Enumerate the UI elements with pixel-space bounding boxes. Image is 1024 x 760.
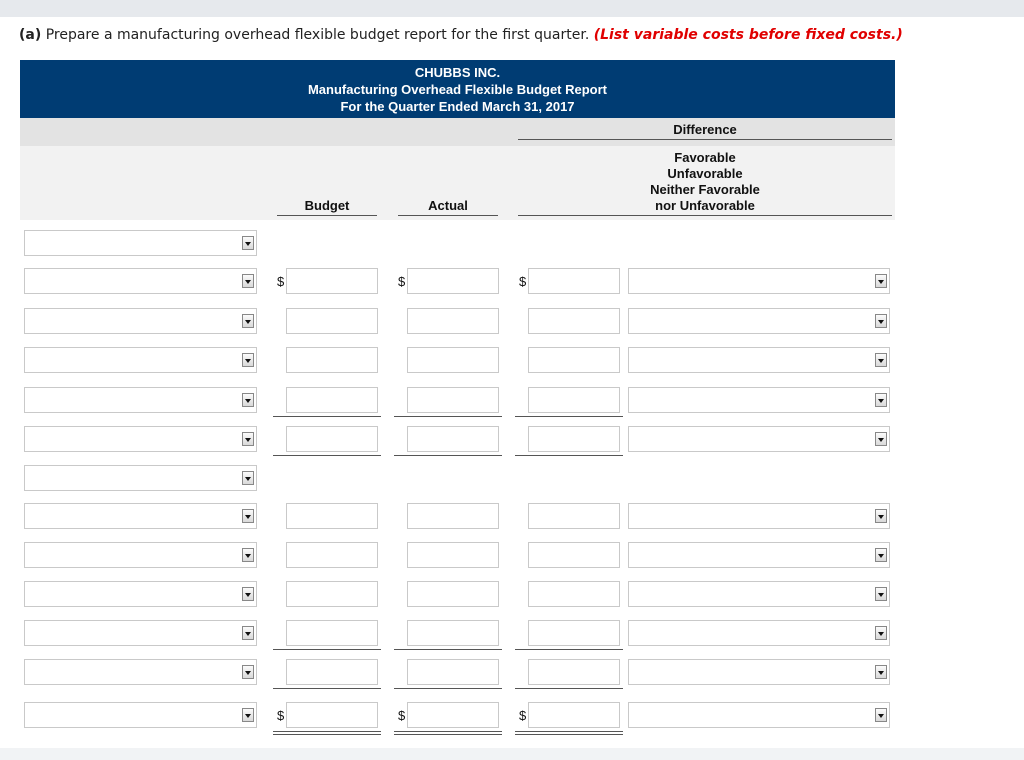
difference-amount-input[interactable]: [528, 347, 620, 373]
total-underline: [273, 731, 381, 735]
actual-amount-input[interactable]: [407, 542, 499, 568]
dropdown-arrow-icon[interactable]: [875, 432, 887, 446]
option-neither-favorable: Neither Favorable: [650, 182, 760, 197]
difference-amount-input[interactable]: [528, 387, 620, 413]
difference-amount-input[interactable]: [528, 620, 620, 646]
actual-amount-input[interactable]: [407, 268, 499, 294]
total-underline: [515, 416, 623, 417]
total-underline: [394, 731, 502, 735]
difference-amount-input[interactable]: [528, 503, 620, 529]
difference-header: Difference: [673, 122, 737, 137]
difference-options: [518, 150, 892, 214]
account-name-select[interactable]: [24, 347, 257, 373]
actual-amount-input[interactable]: [407, 702, 499, 728]
dropdown-arrow-icon[interactable]: [242, 626, 254, 640]
report-period: For the Quarter Ended March 31, 2017: [340, 99, 575, 114]
dropdown-arrow-icon[interactable]: [242, 509, 254, 523]
actual-amount-input[interactable]: [407, 347, 499, 373]
favorable-unfavorable-select[interactable]: [628, 542, 890, 568]
bottom-strip: [0, 748, 1024, 760]
account-name-select[interactable]: [24, 542, 257, 568]
budget-amount-input[interactable]: [286, 387, 378, 413]
actual-amount-input[interactable]: [407, 503, 499, 529]
account-name-select[interactable]: [24, 230, 257, 256]
budget-amount-input[interactable]: [286, 426, 378, 452]
favorable-unfavorable-select[interactable]: [628, 387, 890, 413]
option-unfavorable: Unfavorable: [667, 166, 743, 181]
actual-header-rule: [398, 215, 498, 216]
difference-amount-input[interactable]: [528, 426, 620, 452]
difference-amount-input[interactable]: [528, 268, 620, 294]
account-name-select[interactable]: [24, 465, 257, 491]
dropdown-arrow-icon[interactable]: [242, 314, 254, 328]
favorable-unfavorable-select[interactable]: [628, 581, 890, 607]
total-underline: [273, 688, 381, 689]
total-underline: [273, 455, 381, 456]
total-underline: [515, 455, 623, 456]
difference-amount-input[interactable]: [528, 702, 620, 728]
instruction-body: Prepare a manufacturing overhead flexible budget report for the first quarter.: [45, 27, 590, 43]
total-underline: [515, 649, 623, 650]
total-underline: [273, 416, 381, 417]
actual-amount-input[interactable]: [407, 659, 499, 685]
top-bar: [0, 0, 1024, 17]
actual-amount-input[interactable]: [407, 308, 499, 334]
budget-amount-input[interactable]: [286, 503, 378, 529]
actual-amount-input[interactable]: [407, 387, 499, 413]
dropdown-arrow-icon[interactable]: [875, 314, 887, 328]
account-name-select[interactable]: [24, 308, 257, 334]
budget-amount-input[interactable]: [286, 268, 378, 294]
currency-symbol: $: [277, 708, 285, 723]
part-label: (a): [19, 27, 42, 43]
difference-amount-input[interactable]: [528, 581, 620, 607]
dropdown-arrow-icon[interactable]: [875, 353, 887, 367]
budget-amount-input[interactable]: [286, 659, 378, 685]
company-name: CHUBBS INC.: [414, 65, 501, 80]
dropdown-arrow-icon[interactable]: [242, 587, 254, 601]
budget-amount-input[interactable]: [286, 308, 378, 334]
account-name-select[interactable]: [24, 620, 257, 646]
favorable-unfavorable-select[interactable]: [628, 268, 890, 294]
currency-symbol: $: [398, 708, 406, 723]
difference-amount-input[interactable]: [528, 308, 620, 334]
dropdown-arrow-icon[interactable]: [242, 548, 254, 562]
dropdown-arrow-icon[interactable]: [242, 274, 254, 288]
dropdown-arrow-icon[interactable]: [875, 548, 887, 562]
total-underline: [394, 416, 502, 417]
budget-amount-input[interactable]: [286, 620, 378, 646]
actual-amount-input[interactable]: [407, 581, 499, 607]
budget-amount-input[interactable]: [286, 347, 378, 373]
dropdown-arrow-icon[interactable]: [242, 708, 254, 722]
favorable-unfavorable-select[interactable]: [628, 426, 890, 452]
favorable-unfavorable-select[interactable]: [628, 702, 890, 728]
dropdown-arrow-icon[interactable]: [875, 665, 887, 679]
currency-symbol: $: [519, 708, 527, 723]
difference-amount-input[interactable]: [528, 542, 620, 568]
total-underline: [515, 731, 623, 735]
difference-amount-input[interactable]: [528, 659, 620, 685]
dropdown-arrow-icon[interactable]: [242, 432, 254, 446]
dropdown-arrow-icon[interactable]: [242, 665, 254, 679]
total-underline: [394, 649, 502, 650]
total-underline: [273, 649, 381, 650]
actual-amount-input[interactable]: [407, 426, 499, 452]
dropdown-arrow-icon[interactable]: [875, 587, 887, 601]
account-name-select[interactable]: [24, 702, 257, 728]
dropdown-arrow-icon[interactable]: [875, 708, 887, 722]
total-underline: [394, 688, 502, 689]
actual-amount-input[interactable]: [407, 620, 499, 646]
dropdown-arrow-icon[interactable]: [242, 236, 254, 250]
dropdown-arrow-icon[interactable]: [875, 393, 887, 407]
currency-symbol: $: [519, 274, 527, 289]
budget-amount-input[interactable]: [286, 581, 378, 607]
difference-options-rule: [518, 215, 892, 216]
account-name-select[interactable]: [24, 387, 257, 413]
account-name-select[interactable]: [24, 268, 257, 294]
budget-header-rule: [277, 215, 377, 216]
total-underline: [394, 455, 502, 456]
account-name-select[interactable]: [24, 426, 257, 452]
account-name-select[interactable]: [24, 659, 257, 685]
favorable-unfavorable-select[interactable]: [628, 347, 890, 373]
dropdown-arrow-icon[interactable]: [242, 471, 254, 485]
currency-symbol: $: [277, 274, 285, 289]
instruction-note: (List variable costs before fixed costs.): [593, 27, 903, 43]
actual-header: Actual: [428, 198, 468, 213]
dropdown-arrow-icon[interactable]: [242, 393, 254, 407]
option-favorable: Favorable: [674, 150, 736, 165]
account-name-select[interactable]: [24, 581, 257, 607]
report-header: [20, 60, 895, 118]
report-title: Manufacturing Overhead Flexible Budget Report: [307, 82, 608, 97]
currency-symbol: $: [398, 274, 406, 289]
dropdown-arrow-icon[interactable]: [875, 509, 887, 523]
account-name-select[interactable]: [24, 503, 257, 529]
budget-amount-input[interactable]: [286, 542, 378, 568]
favorable-unfavorable-select[interactable]: [628, 308, 890, 334]
favorable-unfavorable-select[interactable]: [628, 503, 890, 529]
favorable-unfavorable-select[interactable]: [628, 620, 890, 646]
difference-header-rule: [518, 139, 892, 140]
dropdown-arrow-icon[interactable]: [875, 626, 887, 640]
budget-header: Budget: [304, 198, 350, 213]
dropdown-arrow-icon[interactable]: [242, 353, 254, 367]
budget-amount-input[interactable]: [286, 702, 378, 728]
total-underline: [515, 688, 623, 689]
dropdown-arrow-icon[interactable]: [875, 274, 887, 288]
instruction-text: [19, 27, 903, 43]
favorable-unfavorable-select[interactable]: [628, 659, 890, 685]
option-nor-unfavorable: nor Unfavorable: [655, 198, 755, 213]
